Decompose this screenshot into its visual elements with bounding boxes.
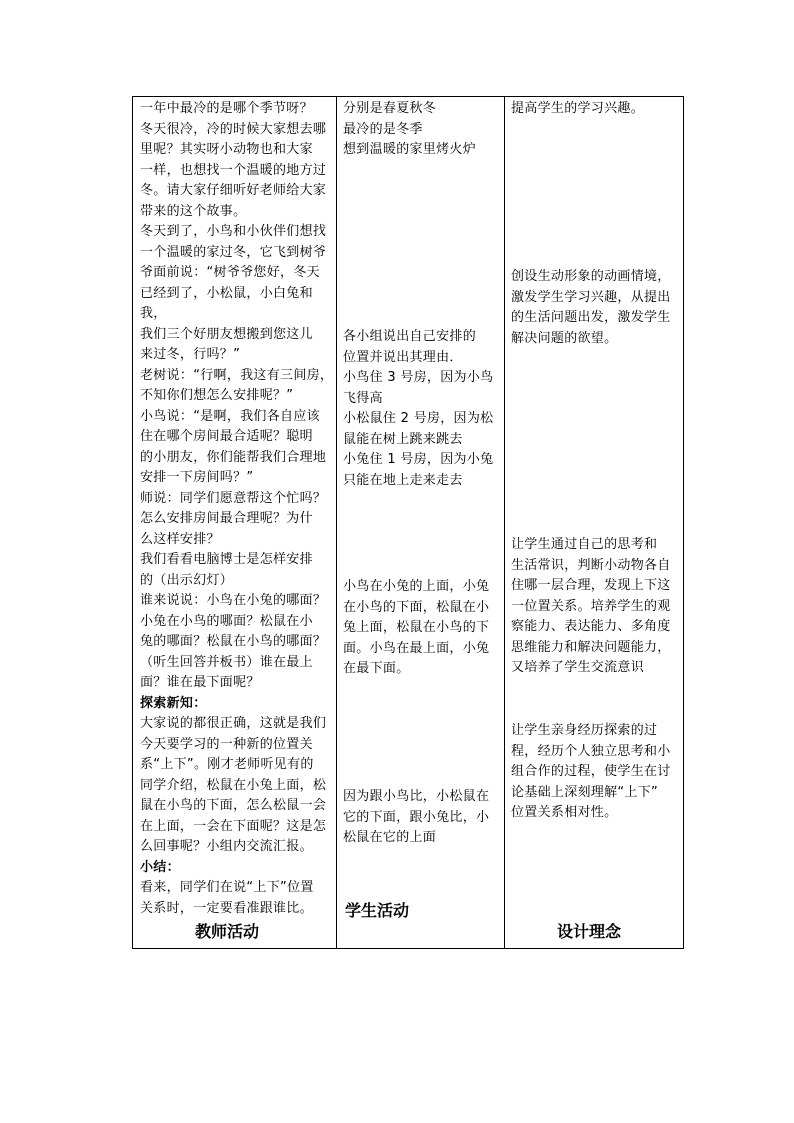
text-line: 的生活问题出发，激发学生 <box>511 310 671 325</box>
text-line: 一个温暖的家过冬，它飞到树爷 <box>140 244 327 260</box>
column-divider <box>504 97 505 948</box>
text-line: 想到温暖的家里烤火炉 <box>343 142 477 157</box>
text-line: 位置并说出其理由． <box>343 349 463 365</box>
text-line: 飞得高 <box>343 390 383 406</box>
text-line: （听生回答并板书）谁在最上 <box>140 654 313 670</box>
text-line: 在最下面。 <box>343 661 410 676</box>
explore-text <box>140 714 335 858</box>
student-answer-rooms <box>343 327 503 491</box>
text-line: 带来的这个故事。 <box>140 203 247 219</box>
text-line: 小鸟说：“是啊，我们各自应该 <box>140 408 320 424</box>
text-line: 位置关系相对性。 <box>511 805 618 820</box>
text-line: 系“上下”。刚才老师听见有的 <box>140 757 314 772</box>
text-line: 兔的哪面？松鼠在小鸟的哪面？ <box>140 634 327 649</box>
text-line: 我们三个好朋友想搬到您这儿 <box>140 326 313 342</box>
text-line: 面？谁在最下面呢？ <box>140 675 260 690</box>
text-line: 冬。请大家仔细听好老师给大家 <box>140 183 327 198</box>
text-line: 的（出示幻灯） <box>140 572 234 588</box>
text-line: 论基础上深刻理解“上下” <box>511 784 659 800</box>
text-line: 小兔住 1 号房，因为小兔 <box>343 452 494 467</box>
text-line: 面。小鸟在最上面，小兔 <box>343 640 490 656</box>
text-line: 大家说的都很正确，这就是我们 <box>140 716 327 731</box>
text-line: 生活常识，判断小动物各自 <box>511 557 671 573</box>
teacher-activity-header: 教师活动 <box>195 922 260 941</box>
text-line: 一位置关系。培养学生的观 <box>511 598 671 614</box>
teacher-activity-column <box>140 99 335 919</box>
text-line: 察能力、表达能力、多角度 <box>511 619 671 634</box>
rationale-interest <box>511 99 681 120</box>
text-line: 小兔在小鸟的哪面？松鼠在小 <box>140 613 313 629</box>
text-line: 程，经历个人独立思考和小 <box>511 743 671 759</box>
student-activity-header: 学生活动 <box>345 901 410 920</box>
text-line: 一年中最冷的是哪个季节呀？ <box>140 101 313 116</box>
rationale-exploration <box>511 721 681 824</box>
text-line: 鼠在小鸟的下面，怎么松鼠一会 <box>140 798 327 813</box>
text-line: 里呢？其实呀小动物也和大家 <box>140 142 313 157</box>
text-line: 一样，也想找一个温暖的地方过 <box>140 162 327 178</box>
text-line: 住在哪个房间最合适呢？聪明 <box>140 429 313 444</box>
summary-heading: 小结： <box>140 859 180 875</box>
text-line: 爷面前说：“树爷爷您好，冬天 <box>140 265 320 280</box>
text-line: 谁来说说：小鸟在小兔的哪面？ <box>140 593 327 608</box>
summary-text <box>140 878 335 919</box>
text-line: 只能在地上走来走去 <box>343 472 463 488</box>
text-line: 因为跟小鸟比，小松鼠在 <box>343 789 490 804</box>
text-line: 激发学生学习兴趣，从提出 <box>511 289 671 305</box>
text-line: 看来，同学们在说“上下”位置 <box>140 880 314 895</box>
text-line: 最冷的是冬季 <box>343 121 423 137</box>
text-line: 小松鼠住 2 号房，因为松 <box>343 411 494 426</box>
design-rationale-header: 设计理念 <box>557 922 622 941</box>
text-line: 创设生动形象的动画情境， <box>511 269 671 284</box>
text-line: 么回事呢？小组内交流汇报。 <box>140 839 313 854</box>
text-line: 让学生通过自己的思考和 <box>511 537 658 552</box>
text-line: 今天要学习的一种新的位置关 <box>140 736 313 752</box>
text-line: 兔上面，松鼠在小鸟的下 <box>343 620 490 635</box>
text-line: 又培养了学生交流意识 <box>511 660 645 675</box>
text-line: 不知你们想怎么安排呢？” <box>140 388 294 403</box>
text-line: 小鸟在小兔的上面，小兔 <box>343 579 490 594</box>
text-line: 来过冬，行吗？” <box>140 347 241 362</box>
text-line: 么这样安排？ <box>140 531 220 547</box>
text-line: 在上面，一会在下面呢？这是怎 <box>140 818 327 834</box>
text-line: 它的下面，跟小兔比，小 <box>343 809 490 825</box>
text-line: 住哪一层合理，发现上下这 <box>511 578 671 593</box>
text-line: 分别是春夏秋冬 <box>343 101 437 116</box>
text-line: 思维能力和解决问题能力， <box>511 639 671 655</box>
text-line: 冬天到了，小鸟和小伙伴们想找 <box>140 224 327 239</box>
text-line: 鼠能在树上跳来跳去 <box>343 431 463 447</box>
student-answer-relative <box>343 787 503 849</box>
text-line: 各小组说出自己安排的 <box>343 329 477 344</box>
text-line: 关系时，一定要看准跟谁比。 <box>140 900 313 916</box>
text-line: 已经到了，小松鼠，小白兔和我， <box>140 285 313 321</box>
text-line: 松鼠在它的上面 <box>343 830 437 845</box>
text-line: 老树说：“行啊，我这有三间房， <box>140 367 334 383</box>
text-line: 提高学生的学习兴趣。 <box>511 101 645 116</box>
lesson-plan-table <box>132 96 684 949</box>
text-line: 小鸟住 3 号房，因为小鸟 <box>343 370 494 385</box>
text-line: 让学生亲身经历探索的过 <box>511 723 658 738</box>
student-answer-seasons <box>343 99 503 161</box>
text-line: 师说：同学们愿意帮这个忙吗？ <box>140 490 327 506</box>
text-line: 我们看看电脑博士是怎样安排 <box>140 552 313 567</box>
text-line: 安排一下房间吗？” <box>140 470 254 485</box>
teacher-intro-text <box>140 99 335 694</box>
text-line: 在小鸟的下面，松鼠在小 <box>343 599 490 615</box>
text-line: 解决问题的欲望。 <box>511 330 618 346</box>
text-line: 组合作的过程，使学生在讨 <box>511 764 671 779</box>
column-divider <box>336 97 337 948</box>
text-line: 的小朋友，你们能帮我们合理地 <box>140 449 327 465</box>
text-line: 冬天很冷，冷的时候大家想去哪 <box>140 121 327 137</box>
rationale-thinking <box>511 535 681 679</box>
rationale-scenario <box>511 267 681 349</box>
text-line: 怎么安排房间最合理呢？为什 <box>140 511 313 526</box>
explore-heading: 探索新知： <box>140 695 207 711</box>
text-line: 同学介绍，松鼠在小兔上面，松 <box>140 777 327 793</box>
student-answer-positions <box>343 577 503 680</box>
